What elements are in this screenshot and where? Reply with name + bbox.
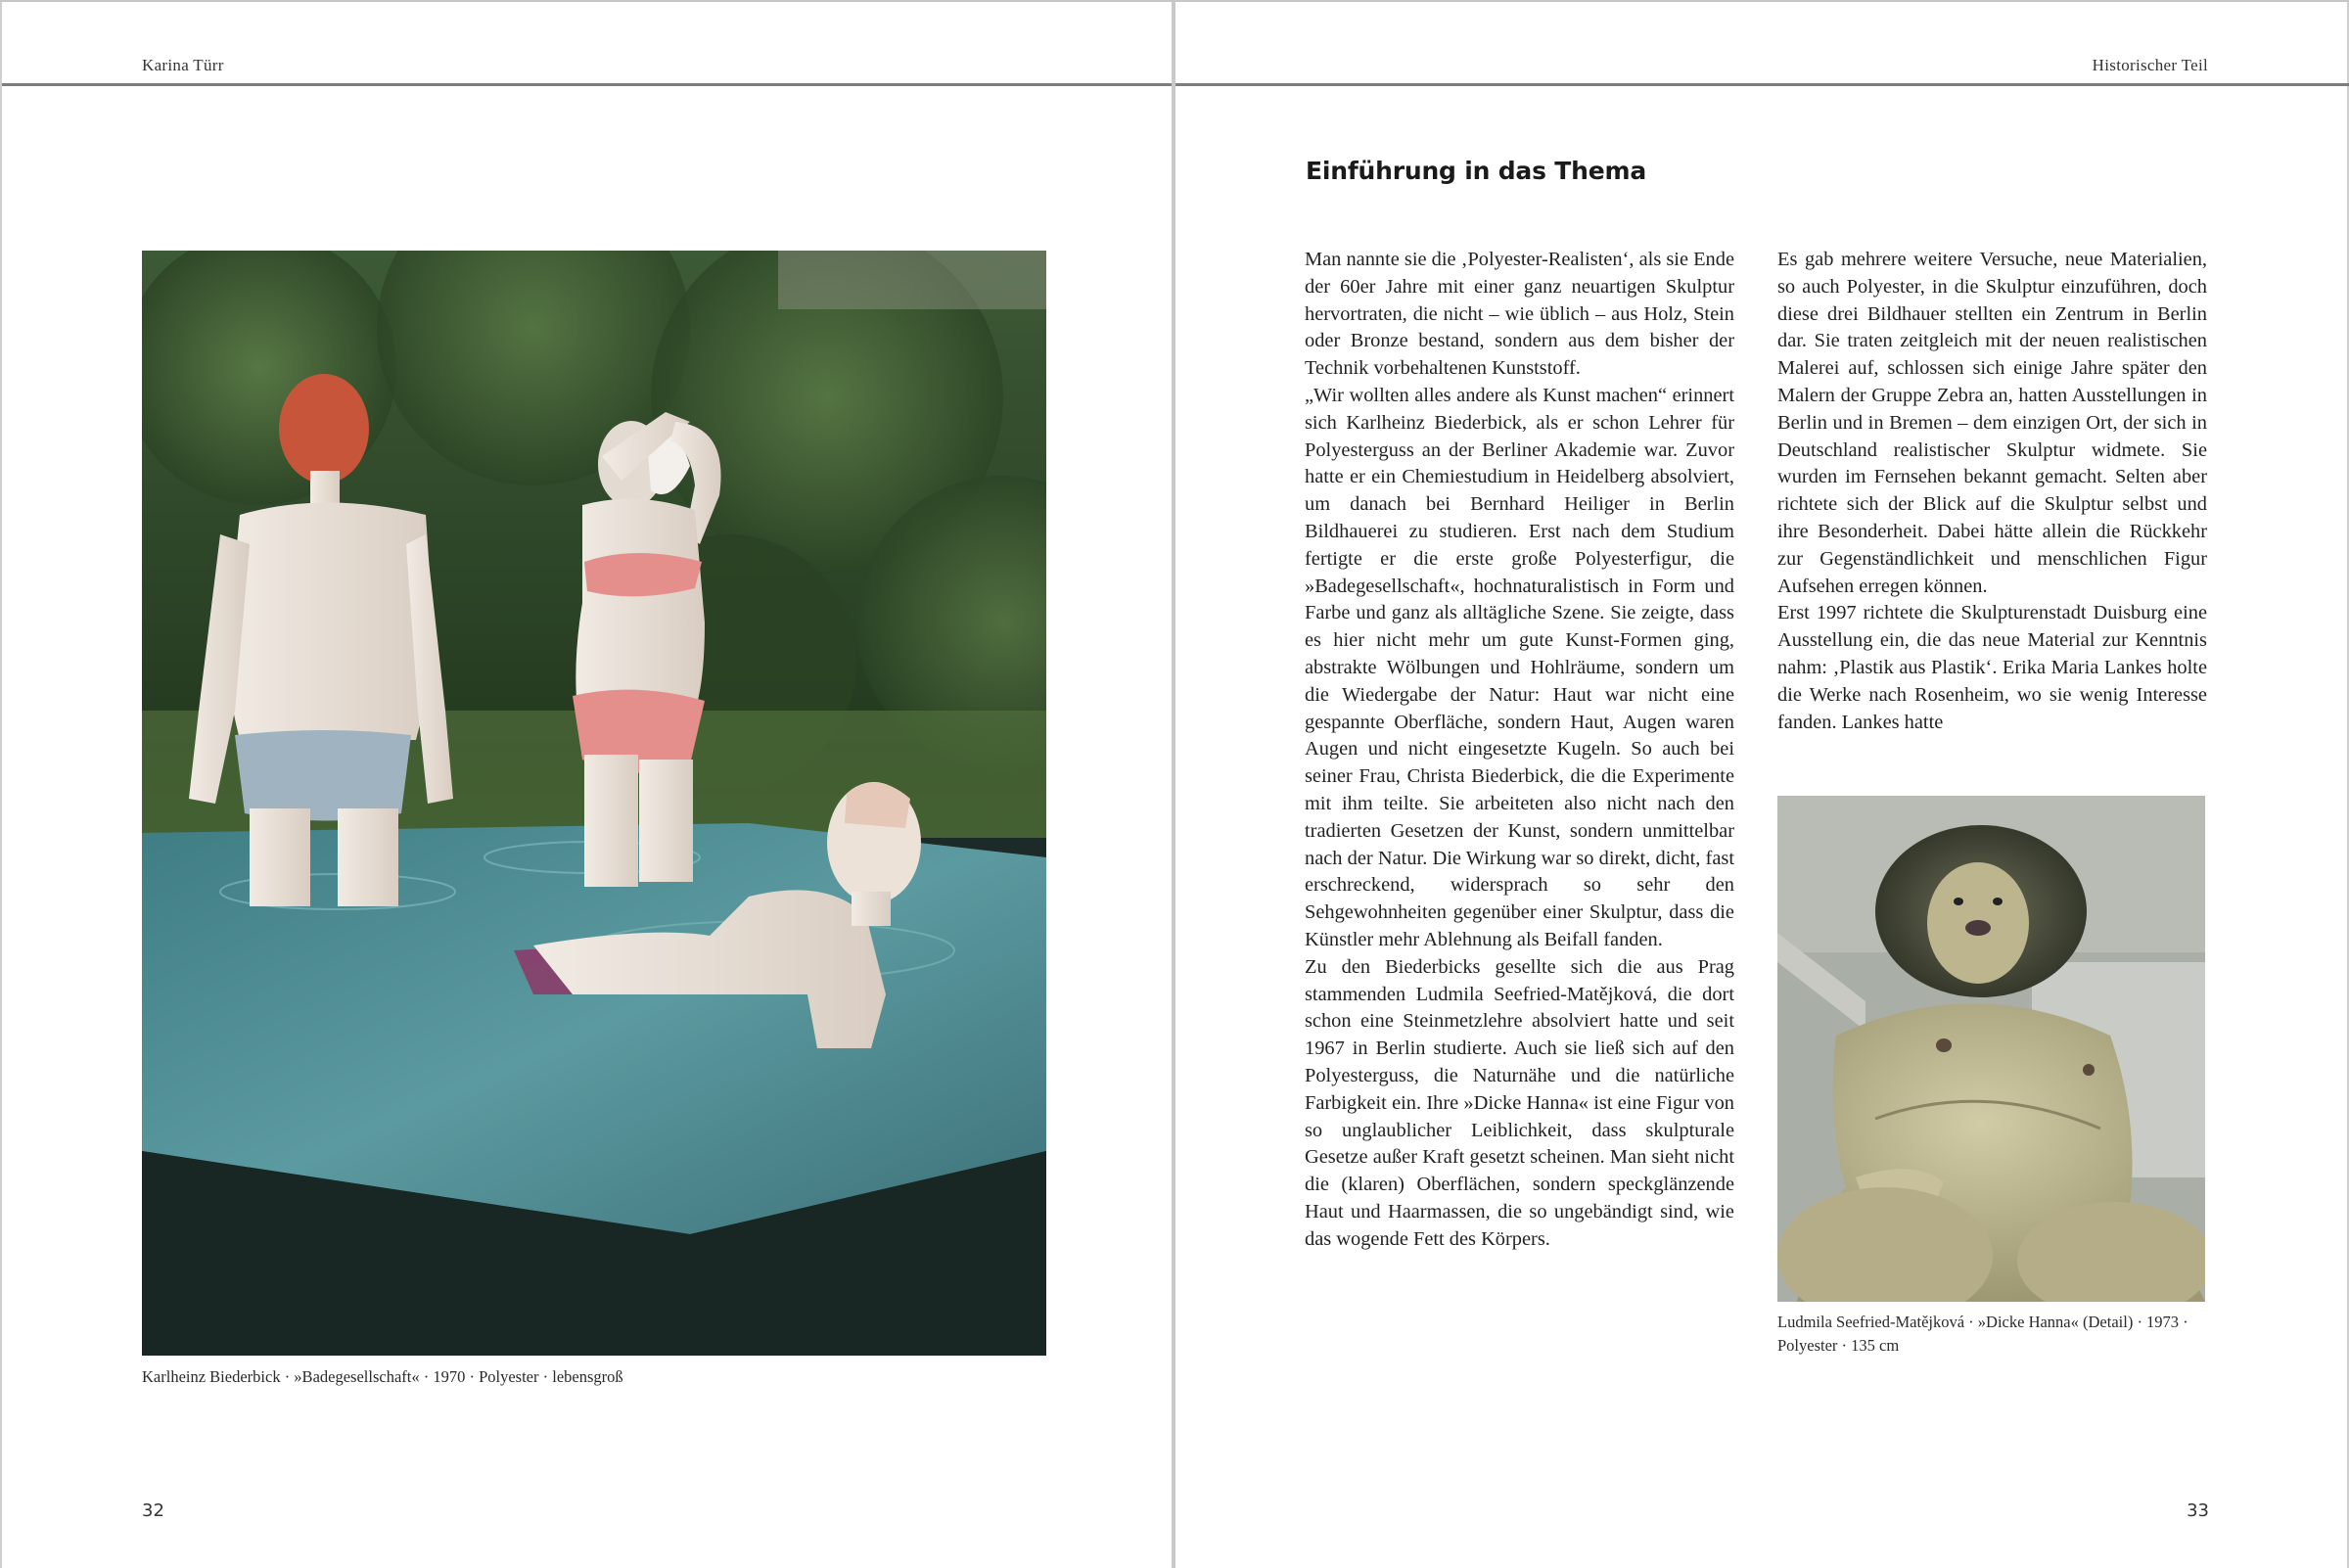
running-head-author: Karina Türr xyxy=(142,56,224,74)
badegesellschaft-photo xyxy=(142,251,1046,1356)
sculpture-illustration xyxy=(1777,796,2205,1302)
text-column-2 xyxy=(1777,247,2207,736)
paragraph: Erst 1997 richtete die Skulpturenstadt Duisburg eine Ausstellung ein, die das neue Material zur Kenntnis nahm: ‚Plastik aus Plastik‘. Erika Maria Lankes holte die Werke nach Rosenheim, wo sie wenig Interesse fanden. Lankes hatte xyxy=(1777,602,2207,733)
page-number-right: 33 xyxy=(2187,1500,2209,1521)
chapter-title: Einführung in das Thema xyxy=(1306,157,1646,185)
sculpture-illustration xyxy=(142,251,1046,1356)
paragraph: Man nannte sie die ‚Polyester-Realisten‘, als sie Ende der 60er Jahre mit einer ganz neuartigen Skulptur hervortraten, die nicht – wie üblich – aus Holz, Stein oder Bronze bestand, sondern aus dem bisher der Technik vorbehaltenen Kunststoff. xyxy=(1305,249,1734,380)
text-column-1 xyxy=(1305,247,1734,1253)
paragraph: Zu den Biederbicks gesellte sich die aus Prag stammenden Ludmila Seefried-Matějková, die dort schon eine Steinmetzlehre absolviert hatte und seit 1967 in Berlin studierte. Auch sie ließ sich auf den Polyesterguss, die Naturnähe und die natürliche Farbigkeit ein. Ihre »Dicke Hanna« ist eine Figur von so unglaublicher Leiblichkeit, dass skulpturale Gesetze außer Kraft gesetzt scheinen. Man sieht nicht die (klaren) Oberflächen, sondern speckglänzende Haut und Haarmassen, die so ungebändigt sind, wie das wogende Fett des Körpers. xyxy=(1305,955,1734,1250)
running-head-section: Historischer Teil xyxy=(2092,56,2208,74)
dicke-hanna-photo xyxy=(1777,796,2205,1302)
header-rule xyxy=(2,83,1174,86)
figure-caption-left: Karlheinz Biederbick · »Badegesellschaft« · 1970 · Polyester · lebensgroß xyxy=(142,1367,623,1386)
paragraph: „Wir wollten alles andere als Kunst machen“ erinnert sich Karlheinz Biederbick, als er schon Lehrer für Polyesterguss an der Berliner Akademie war. Zuvor hatte er ein Chemiestudium in Heidelberg absolviert, um danach bei Bernhard Heiliger in Berlin Bildhauerei zu studieren. Erst nach dem Studium fertigte er die erste große Polyesterfigur, die »Badegesellschaft«, hochnaturalistisch in Form und Farbe und ganz als alltägliche Szene. Sie zeigte, dass es hier nicht mehr um gute Kunst-Formen ging, abstrakte Wölbungen und Hohlräume, sondern um die Wiedergabe der Natur: Haut war nicht eine gespannte Oberfläche, sondern Haut, Augen waren Augen und nicht eingesetzte Kugeln. So auch bei seiner Frau, Christa Biederbick, die die Experimente mit ihm teilte. Sie arbeiteten also nicht nach den tradierten Gesetzen der Kunst, sondern unmittelbar nach der Natur. Die Wirkung war so direkt, dicht, fast erschreckend, widersprach so sehr den Sehgewohnheiten gegenüber einer Skulptur, dass die Künstler mehr Ablehnung als Beifall fanden. xyxy=(1305,384,1734,950)
left-page xyxy=(0,2,1173,1568)
header-rule xyxy=(1175,83,2349,86)
page-number-left: 32 xyxy=(142,1500,164,1521)
figure-caption-right: Ludmila Seefried-Matějková · »Dicke Hanna« (Detail) · 1973 · Polyester · 135 cm xyxy=(1777,1313,2188,1355)
paragraph: Es gab mehrere weitere Versuche, neue Materialien, so auch Polyester, in die Skulptur einzuführen, doch diese drei Bildhauer stellten ein Zentrum in Berlin dar. Sie traten zeitgleich mit der neuen realistischen Malerei auf, schlossen sich einige Jahre später den Malern der Gruppe Zebra an, hatten Ausstellungen in Berlin und in Bremen – dem einzigen Ort, der sich in Deutschland realistischer Skulptur widmete. Sie wurden im Fernsehen bekannt gemacht. Selten aber richtete sich der Blick auf die Skulptur selbst und ihre Besonderheit. Dabei hätte allein die Rückkehr zur Gegenständlichkeit und menschlichen Figur Aufsehen erregen können. xyxy=(1777,249,2207,597)
